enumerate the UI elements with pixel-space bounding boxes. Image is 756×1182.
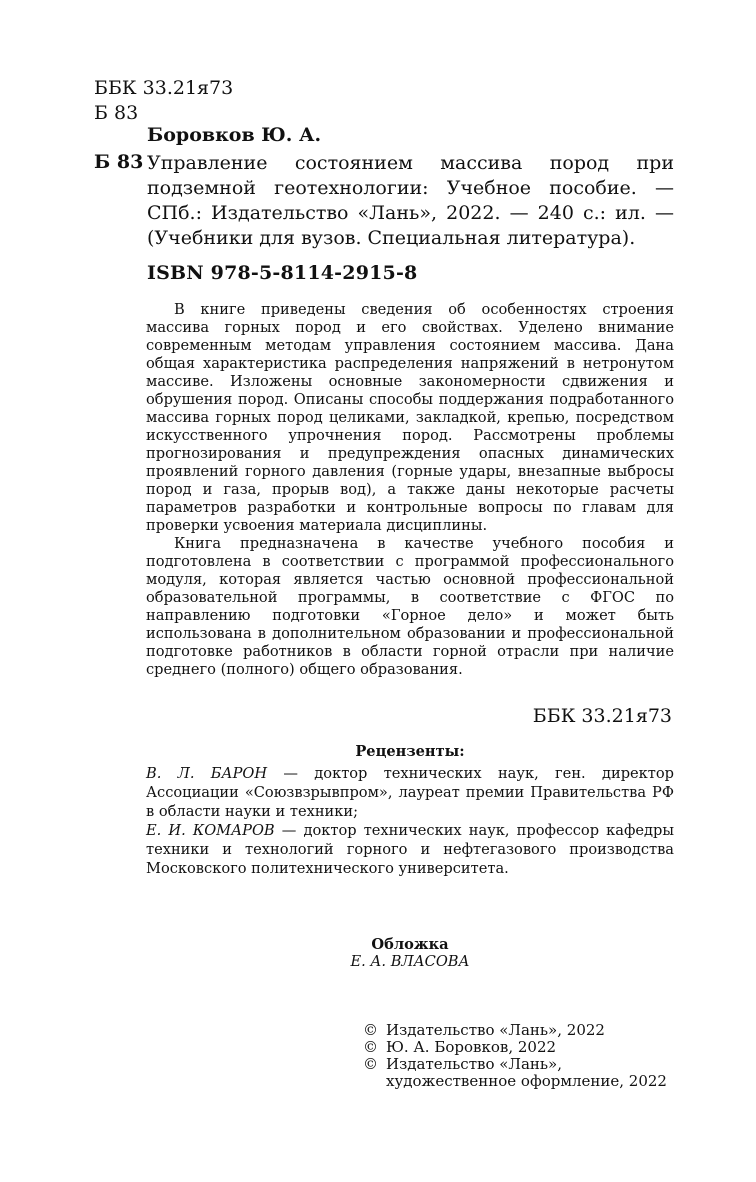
copyright-text: Издательство «Лань», 2022: [386, 1021, 605, 1039]
copyright-line: [363, 1056, 667, 1073]
author-name: Боровков Ю. А.: [147, 124, 322, 146]
author-mark: Б 83: [94, 102, 139, 124]
copyright-text: Ю. А. Боровков, 2022: [386, 1038, 557, 1056]
bibliographic-record: Управление состоянием массива пород при подземной геотехнологии: Учебное пособие. — СПб.: Издательство «Лань», 2022. — 240 с.: ил. — (Учебники для вузов. Специальная литература).: [147, 152, 674, 249]
cover-designer: Е. А. ВЛАСОВА: [350, 953, 470, 970]
reviewer-name: Е. И. КОМАРОВ: [146, 822, 275, 839]
copyright-text-continued: художественное оформление, 2022: [386, 1072, 667, 1090]
reviewers-list: [146, 764, 674, 878]
author-code: Б 83: [94, 151, 144, 173]
reviewer-entry: [146, 821, 674, 878]
copyright-symbol: ©: [363, 1038, 378, 1056]
cover-label: Обложка: [371, 936, 449, 953]
copyright-symbol: ©: [363, 1055, 378, 1073]
reviewer-name: В. Л. БАРОН: [146, 765, 268, 782]
bbk-code: ББК 33.21я73: [94, 77, 234, 99]
isbn: ISBN 978-5-8114-2915-8: [147, 262, 418, 284]
bbk-right: ББК 33.21я73: [532, 705, 672, 727]
reviewers-title: Рецензенты:: [355, 743, 465, 760]
reviewer-description: — доктор технических наук, ген. директор Ассоциации «Союзвзрывпром», лауреат премии Правительства РФ в области науки и техники;: [146, 765, 675, 820]
reviewer-entry: [146, 764, 674, 821]
copyright-line: [363, 1039, 667, 1056]
copyright-text: Издательство «Лань»,: [386, 1055, 563, 1073]
copyright-symbol: ©: [363, 1021, 378, 1039]
bbk-header: [94, 76, 233, 126]
reviewer-description: — доктор технических наук, профессор кафедры техники и технологий горного и нефтегазового производства Московского политехнического университета.: [146, 822, 674, 877]
annotation: [146, 301, 674, 679]
annotation-paragraph: В книге приведены сведения об особенностях строения массива горных пород и его свойствах. Уделено внимание современным методам управления состоянием массива. Дана общая характеристика распределения напряжений в нетронутом массиве. Изложены основные закономерности сдвижения и обрушения пород. Описаны способы поддержания подработанного массива горных пород целиками, закладкой, крепью, посредством искусственного упрочнения пород. Рассмотрены проблемы прогнозирования и предупреждения опасных динамических проявлений горного давления (горные удары, внезапные выбросы пород и газа, прорыв вод), а также даны некоторые расчеты параметров разработки и контрольные вопросы по главам для проверки усвоения материала дисциплины.: [146, 301, 674, 534]
annotation-paragraph: Книга предназначена в качестве учебного пособия и подготовлена в соответствии с программой профессионального модуля, которая является частью основной профессиональной образовательной программы, в соответствие с ФГОС по направлению подготовки «Горное дело» и может быть использована в дополнительном образовании и профессиональной подготовке работников в области горной отрасли при наличие среднего (полного) общего образования.: [146, 535, 674, 678]
copyright-block: [363, 1022, 667, 1090]
copyright-line: [363, 1022, 667, 1039]
